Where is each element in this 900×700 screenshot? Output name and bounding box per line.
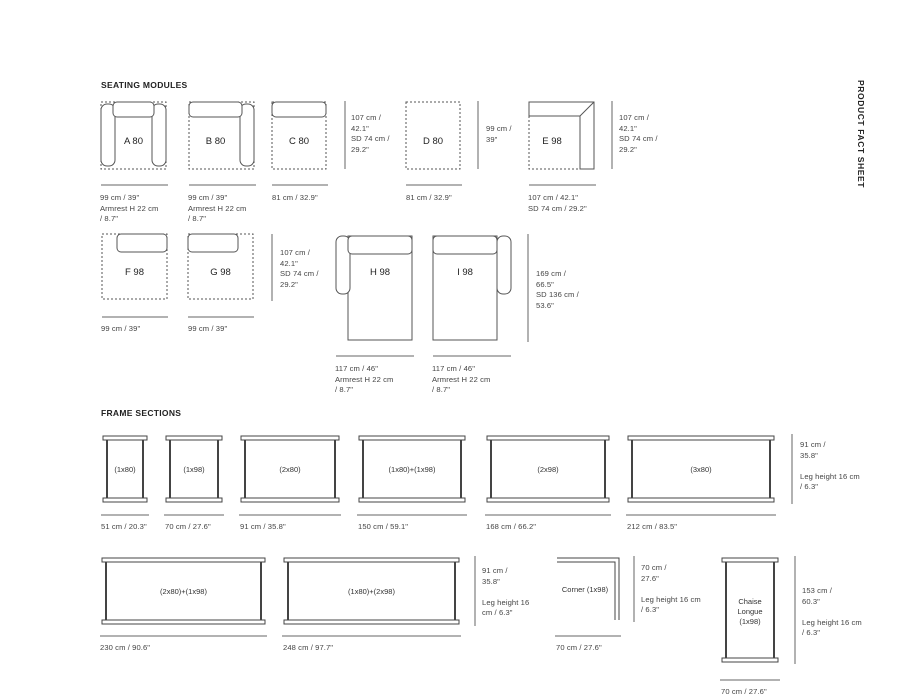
module-depth-c80: 107 cm / 42.1" SD 74 cm / 29.2" [351, 113, 390, 154]
module-dims-f98: 99 cm / 39" [101, 324, 141, 333]
frame-label-corner: Corner (1x98) [561, 585, 609, 594]
module-i98-drawing [433, 236, 511, 340]
frame-label-1x80-2x98: (1x80)+(2x98) [348, 587, 395, 596]
module-label-h98: H 98 [369, 267, 391, 278]
module-label-i98: I 98 [457, 267, 473, 278]
module-dims-e98: 107 cm / 42.1" SD 74 cm / 29.2" [528, 193, 587, 213]
seating-modules-heading: SEATING MODULES [101, 80, 188, 90]
frame-label-2x98: (2x98) [537, 465, 559, 474]
frame-label-1x98: (1x98) [183, 465, 205, 474]
module-dims-a80: 99 cm / 39" Armrest H 22 cm / 8.7" [100, 193, 159, 223]
module-label-a80: A 80 [123, 136, 144, 147]
module-dims-b80: 99 cm / 39" Armrest H 22 cm / 8.7" [188, 193, 247, 223]
module-depth-i98: 169 cm / 66.5" SD 136 cm / 53.6" [536, 269, 579, 310]
frame-sections-heading: FRAME SECTIONS [101, 408, 182, 418]
module-dims-c80: 81 cm / 32.9" [272, 193, 318, 202]
frame-label-2x80: (2x80) [279, 465, 301, 474]
module-label-d80: D 80 [422, 136, 444, 147]
module-dims-i98: 117 cm / 46" Armrest H 22 cm / 8.7" [432, 364, 491, 394]
frame-dims-1x80-2x98: 248 cm / 97.7" [283, 643, 334, 652]
product-fact-sheet-title: PRODUCT FACT SHEET [856, 80, 866, 189]
frame-dims-3x80: 212 cm / 83.5" [627, 522, 678, 531]
frame-dims-chaise: 70 cm / 27.6" [721, 687, 767, 696]
frame-depth-chaise: 153 cm / 60.3" Leg height 16 cm / 6.3" [802, 586, 862, 637]
frame-label-3x80: (3x80) [690, 465, 712, 474]
frame-depth-corner: 70 cm / 27.6" Leg height 16 cm / 6.3" [641, 563, 701, 614]
frame-dims-1x80: 51 cm / 20.3" [101, 522, 147, 531]
module-depth-d80: 99 cm / 39" [486, 124, 512, 144]
module-dims-h98: 117 cm / 46" Armrest H 22 cm / 8.7" [335, 364, 394, 394]
frame-label-chaise: Chaise Longue (1x98) [737, 597, 763, 626]
module-label-e98: E 98 [542, 136, 562, 147]
module-depth-g98: 107 cm / 42.1" SD 74 cm / 29.2" [280, 248, 319, 289]
frame-dims-1x80-1x98: 150 cm / 59.1" [358, 522, 409, 531]
module-dims-g98: 99 cm / 39" [188, 324, 228, 333]
frame-label-2x80-1x98: (2x80)+(1x98) [160, 587, 207, 596]
frame-label-1x80: (1x80) [114, 465, 136, 474]
module-label-g98: G 98 [210, 267, 231, 278]
module-depth-e98: 107 cm / 42.1" SD 74 cm / 29.2" [619, 113, 658, 154]
frame-depth-row1: 91 cm / 35.8" Leg height 16 cm / 6.3" [800, 440, 860, 491]
frame-depth-row2: 91 cm / 35.8" Leg height 16 cm / 6.3" [482, 566, 530, 617]
frame-label-1x80-1x98: (1x80)+(1x98) [388, 465, 436, 474]
frame-dims-2x80-1x98: 230 cm / 90.6" [100, 643, 151, 652]
module-dims-d80: 81 cm / 32.9" [406, 193, 452, 202]
frame-dims-1x98: 70 cm / 27.6" [165, 522, 211, 531]
module-label-f98: F 98 [124, 267, 144, 278]
frame-dims-2x80: 91 cm / 35.8" [240, 522, 286, 531]
module-label-c80: C 80 [288, 136, 310, 147]
frame-dims-corner: 70 cm / 27.6" [556, 643, 602, 652]
module-h98-drawing [336, 236, 412, 340]
module-label-b80: B 80 [205, 136, 226, 147]
frame-dims-2x98: 168 cm / 66.2" [486, 522, 537, 531]
